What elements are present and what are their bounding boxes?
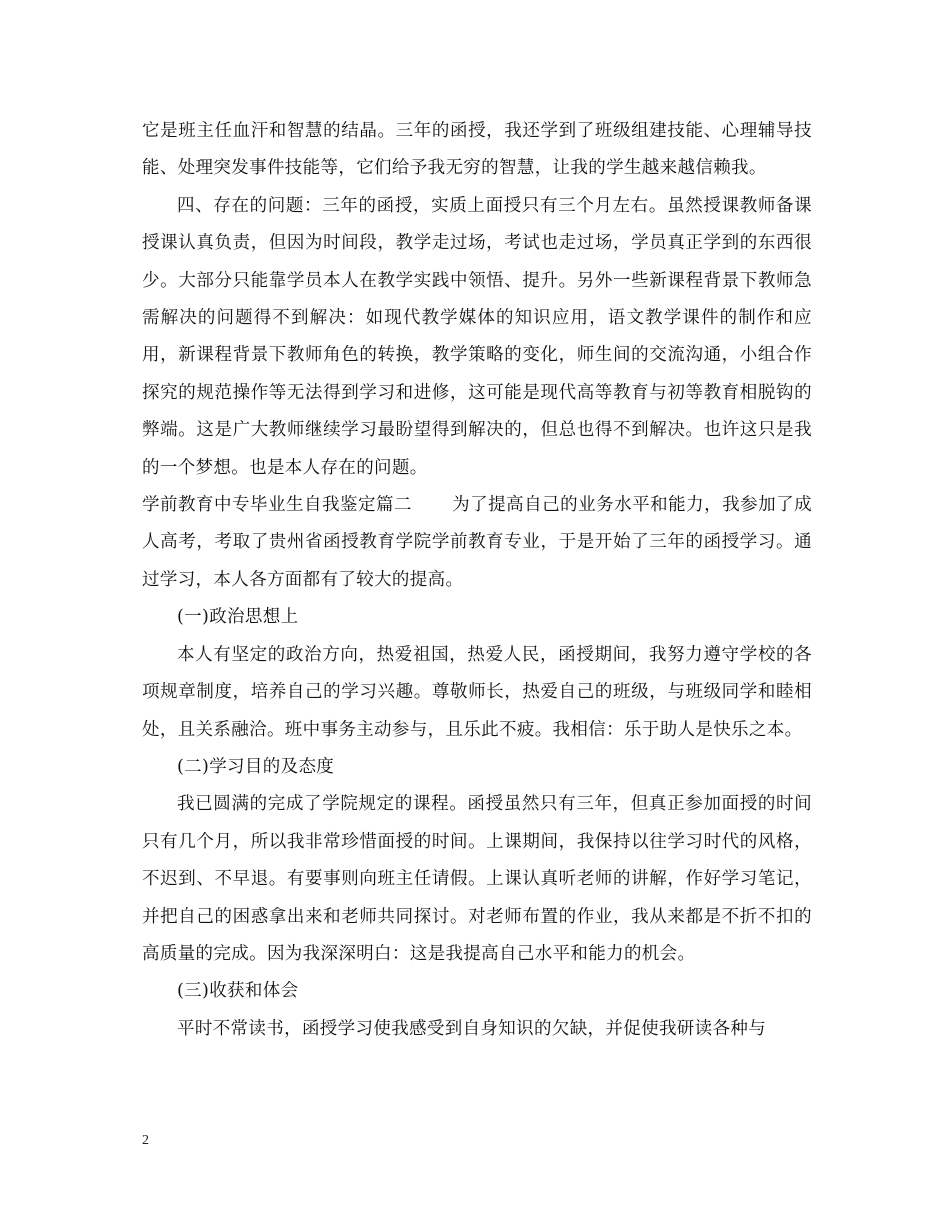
section-heading: 学前教育中专毕业生自我鉴定篇二 — [142, 495, 412, 516]
paragraph-study-purpose: 我已圆满的完成了学院规定的课程。函授虽然只有三年，但真正参加面授的时间只有几个月，所以我非常珍惜面授的时间。上课期间，我保持以往学习时代的风格，不迟到、不早退。有要事则向班主任请假。上课认真听老师的讲解，作好学习笔记，并把自己的困惑拿出来和老师共同探讨。对老师布置的作业，我从来都是不折不扣的高质量的完成。因为我深深明白：这是我提高自己水平和能力的机会。 — [142, 794, 812, 964]
paragraph-gains: 平时不常读书，函授学习使我感受到自身知识的欠缺，并促使我研读各种与 — [177, 1018, 767, 1039]
paragraph-1: 它是班主任血汗和智慧的结晶。三年的函授，我还学到了班级组建技能、心理辅导技能、处理突发事件技能等，它们给予我无穷的智慧，让我的学生越来越信赖我。 — [142, 121, 812, 179]
section-intro-text: 为了提高自己的业务水平和能力，我参加了成人高考，考取了贵州省函授教育学院学前教育专业，于是开始了三年的函授学习。通过学习，本人各方面都有了较大的提高。 — [142, 495, 812, 590]
subheading-study-purpose: (二)学习目的及态度 — [177, 756, 335, 777]
paragraph-3-section-two — [142, 487, 812, 599]
document-body — [142, 113, 812, 1048]
paragraph-political-thought: 本人有坚定的政治方向，热爱祖国，热爱人民，函授期间，我努力遵守学校的各项规章制度，培养自己的学习兴趣。尊敬师长，热爱自己的班级，与班级同学和睦相处，且关系融洽。班中事务主动参与，且乐此不疲。我相信：乐于助人是快乐之本。 — [142, 644, 812, 740]
subheading-gains: (三)收获和体会 — [177, 981, 299, 1002]
page-number: 2 — [142, 1133, 149, 1148]
subheading-political-thought: (一)政治思想上 — [177, 607, 299, 628]
paragraph-2-existing-problems: 四、存在的问题：三年的函授，实质上面授只有三个月左右。虽然授课教师备课授课认真负责，但因为时间段，教学走过场，考试也走过场，学员真正学到的东西很少。大部分只能靠学员本人在教学实践中领悟、提升。另外一些新课程背景下教师急需解决的问题得不到解决：如现代教学媒体的知识应用，语文教学课件的制作和应用，新课程背景下教师角色的转换，教学策略的变化，师生间的交流沟通，小组合作探究的规范操作等无法得到学习和进修，这可能是现代高等教育与初等教育相脱钩的弊端。这是广大教师继续学习最盼望得到解决的，但总也得不到解决。也许这只是我的一个梦想。也是本人存在的问题。 — [142, 195, 812, 478]
